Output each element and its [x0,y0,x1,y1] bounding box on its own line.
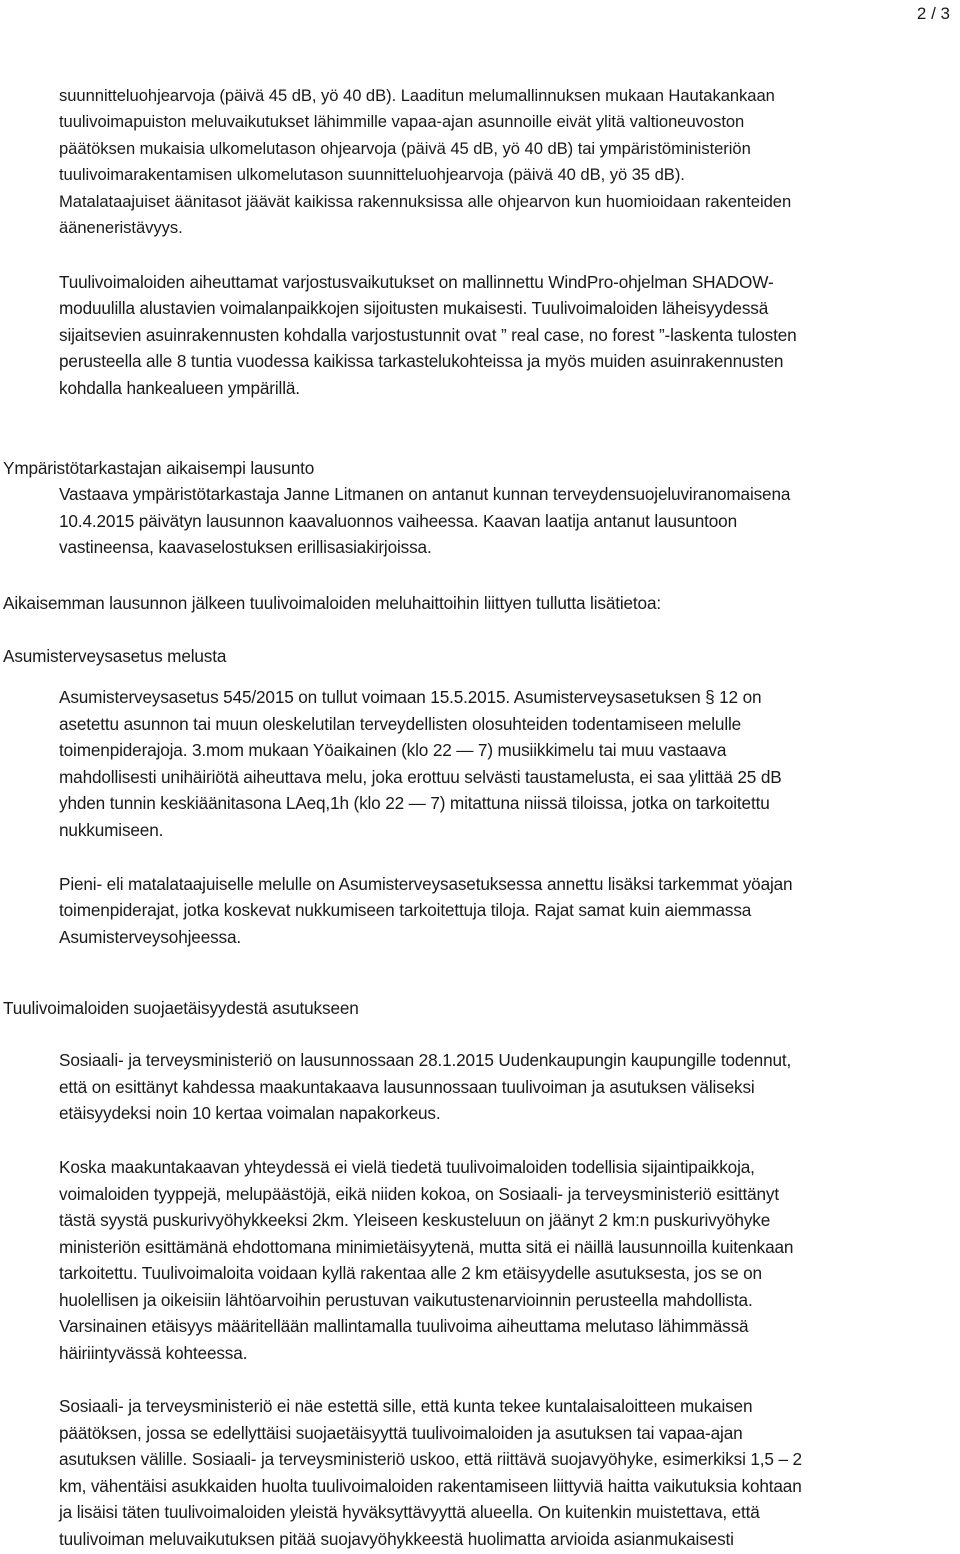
text-line: Koska maakuntakaavan yhteydessä ei vielä tiedetä tuulivoimaloiden todellisia sijaintipaikkoja, [59,1157,755,1177]
text-line: Tuulivoimaloiden aiheuttamat varjostusvaikutukset on mallinnettu WindPro-ohjelman SHADOW- [59,272,774,292]
text-line: Sosiaali- ja terveysministeriö on lausunnossaan 28.1.2015 Uudenkaupungin kaupungille todennut, [59,1050,792,1070]
text-line: tuulivoiman meluvaikutuksen pitää suojavyöhykkeestä huolimatta arvioida asianmukaisesti [59,1529,734,1549]
text-line: Varsinainen etäisyys määritellään mallintamalla tuulivoima aiheuttama melutaso lähimmässä [59,1316,749,1336]
text-line: että on esittänyt kahdessa maakuntakaava lausunnossaan tuulivoiman ja asutuksen väliseksi [59,1077,755,1097]
text-line: km, vähentäisi asukkaiden huolta tuulivoimaloiden rakentamiseen liittyviä haitta vaikutuksia kohtaan [59,1476,802,1496]
text-line: kohdalla hankealueen ympärillä. [59,378,300,398]
text-line: päätöksen mukaisia ulkomelutason ohjearvoja (päivä 45 dB, yö 40 dB) tai ympäristöministeriön [59,139,751,158]
text-line: ministeriön esittämänä ehdottomana minimietäisyytenä, mutta sitä ei näillä lausunnoilla kuitenkaan [59,1237,794,1257]
text-line: yhden tunnin keskiäänitasona LAeq,1h (klo 22 — 7) mitattuna niissä tiloissa, jotka on tarkoitettu [59,793,770,813]
text-line: tarkoitettu. Tuulivoimaloita voidaan kyllä rakentaa alle 2 km etäisyydelle asutuksesta, jos se on [59,1263,762,1283]
text-line: Asumisterveysasetus 545/2015 on tullut voimaan 15.5.2015. Asumisterveysasetuksen § 12 on [59,687,762,707]
text-line: huolellisen ja oikeisiin lähtöarvoihin perustuvan vaikutustenarvioinnin perusteella mahdollista. [59,1290,753,1310]
text-line: tuulivoimapuiston meluvaikutukset lähimmille vapaa-ajan asunnoille eivät ylitä valtioneuvoston [59,112,745,131]
text-line: nukkumiseen. [59,820,164,840]
section-heading-previous-statement: Ympäristötarkastajan aikaisempi lausunto [3,458,315,478]
text-line: ja lisäisi täten tuulivoimaloiden yleistä hyväksyttävyyttä alueella. On kuitenkin muistettava, että [59,1502,760,1522]
text-line: tuulivoimarakentamisen ulkomelutason suunnitteluohjearvoja (päivä 40 dB, yö 35 dB). [59,165,685,184]
text-line: Sosiaali- ja terveysministeriö ei näe estettä sille, että kunta tekee kuntalaisaloitteen mukaisen [59,1396,753,1416]
text-line: tästä syystä puskurivyöhykkeeksi 2km. Yleiseen keskusteluun on jäänyt 2 km:n puskurivyöhyke [59,1210,771,1230]
text-line: asetettu asunnon tai muun oleskelutilan terveydellisten olosuhteiden todentamiseen melulle [59,714,742,734]
text-line: voimaloiden tyyppejä, melupäästöjä, eikä niiden kokoa, on Sosiaali- ja terveysministeriö esittänyt [59,1184,779,1204]
text-line: etäisyydeksi noin 10 kertaa voimalan napakorkeus. [59,1103,441,1123]
text-line: Asumisterveysohjeessa. [59,927,242,947]
additional-info-line: Aikaisemman lausunnon jälkeen tuulivoimaloiden meluhaittoihin liittyen tullutta lisätietoa: [3,593,661,613]
text-line: sijaitsevien asuinrakennusten kohdalla varjostustunnit ovat ” real case, no forest ”-laskenta tulosten [59,325,797,345]
text-line: päätöksen, jossa se edellyttäisi suojaetäisyyttä tuulivoimaloiden ja asutuksen tai vapaa-ajan [59,1423,743,1443]
page-number: 2 / 3 [916,4,950,23]
text-line: vastineensa, kaavaselostuksen erillisasiakirjoissa. [59,537,432,557]
text-line: 10.4.2015 päivätyn lausunnon kaavaluonnos vaiheessa. Kaavan laatija antanut lausuntoon [59,511,737,531]
text-line: toimenpiderajat, jotka koskevat nukkumiseen tarkoitettuja tiloja. Rajat samat kuin aiemmassa [59,900,752,920]
text-line: perusteella alle 8 tuntia vuodessa kaikissa tarkastelukohteissa ja myös muiden asuinrakennusten [59,351,784,371]
text-line: Matalataajuiset äänitasot jäävät kaikissa rakennuksissa alle ohjearvon kun huomioidaan rakenteiden [59,192,792,211]
text-line: asutuksen välille. Sosiaali- ja terveysministeriö uskoo, että riittävä suojavyöhyke, esimerkiksi 1,5 – 2 [59,1449,802,1469]
section-heading-distance: Tuulivoimaloiden suojaetäisyydestä asutukseen [3,998,359,1018]
text-line: häiriintyvässä kohteessa. [59,1343,248,1363]
text-line: ääneneristävyys. [59,218,183,237]
text-line: mahdollisesti unihäiriötä aiheuttava melu, joka erottuu selvästi taustamelusta, ei saa ylittää 25 dB [59,767,782,787]
text-line: toimenpiderajoja. 3.mom mukaan Yöaikainen (klo 22 — 7) musiikkimelu tai muu vastaava [59,740,727,760]
text-line: suunnitteluohjearvoja (päivä 45 dB, yö 40 dB). Laaditun melumallinnuksen mukaan Hautakankaan [59,86,775,105]
text-line: Pieni- eli matalataajuiselle melulle on Asumisterveysasetuksessa annettu lisäksi tarkemmat yöajan [59,874,793,894]
section-heading-decree: Asumisterveysasetus melusta [3,646,227,666]
text-line: moduulilla alustavien voimalanpaikkojen sijoitusten mukaisesti. Tuulivoimaloiden läheisyydessä [59,298,769,318]
text-line: Vastaava ympäristötarkastaja Janne Litmanen on antanut kunnan terveydensuojeluviranomaisena [59,484,791,504]
